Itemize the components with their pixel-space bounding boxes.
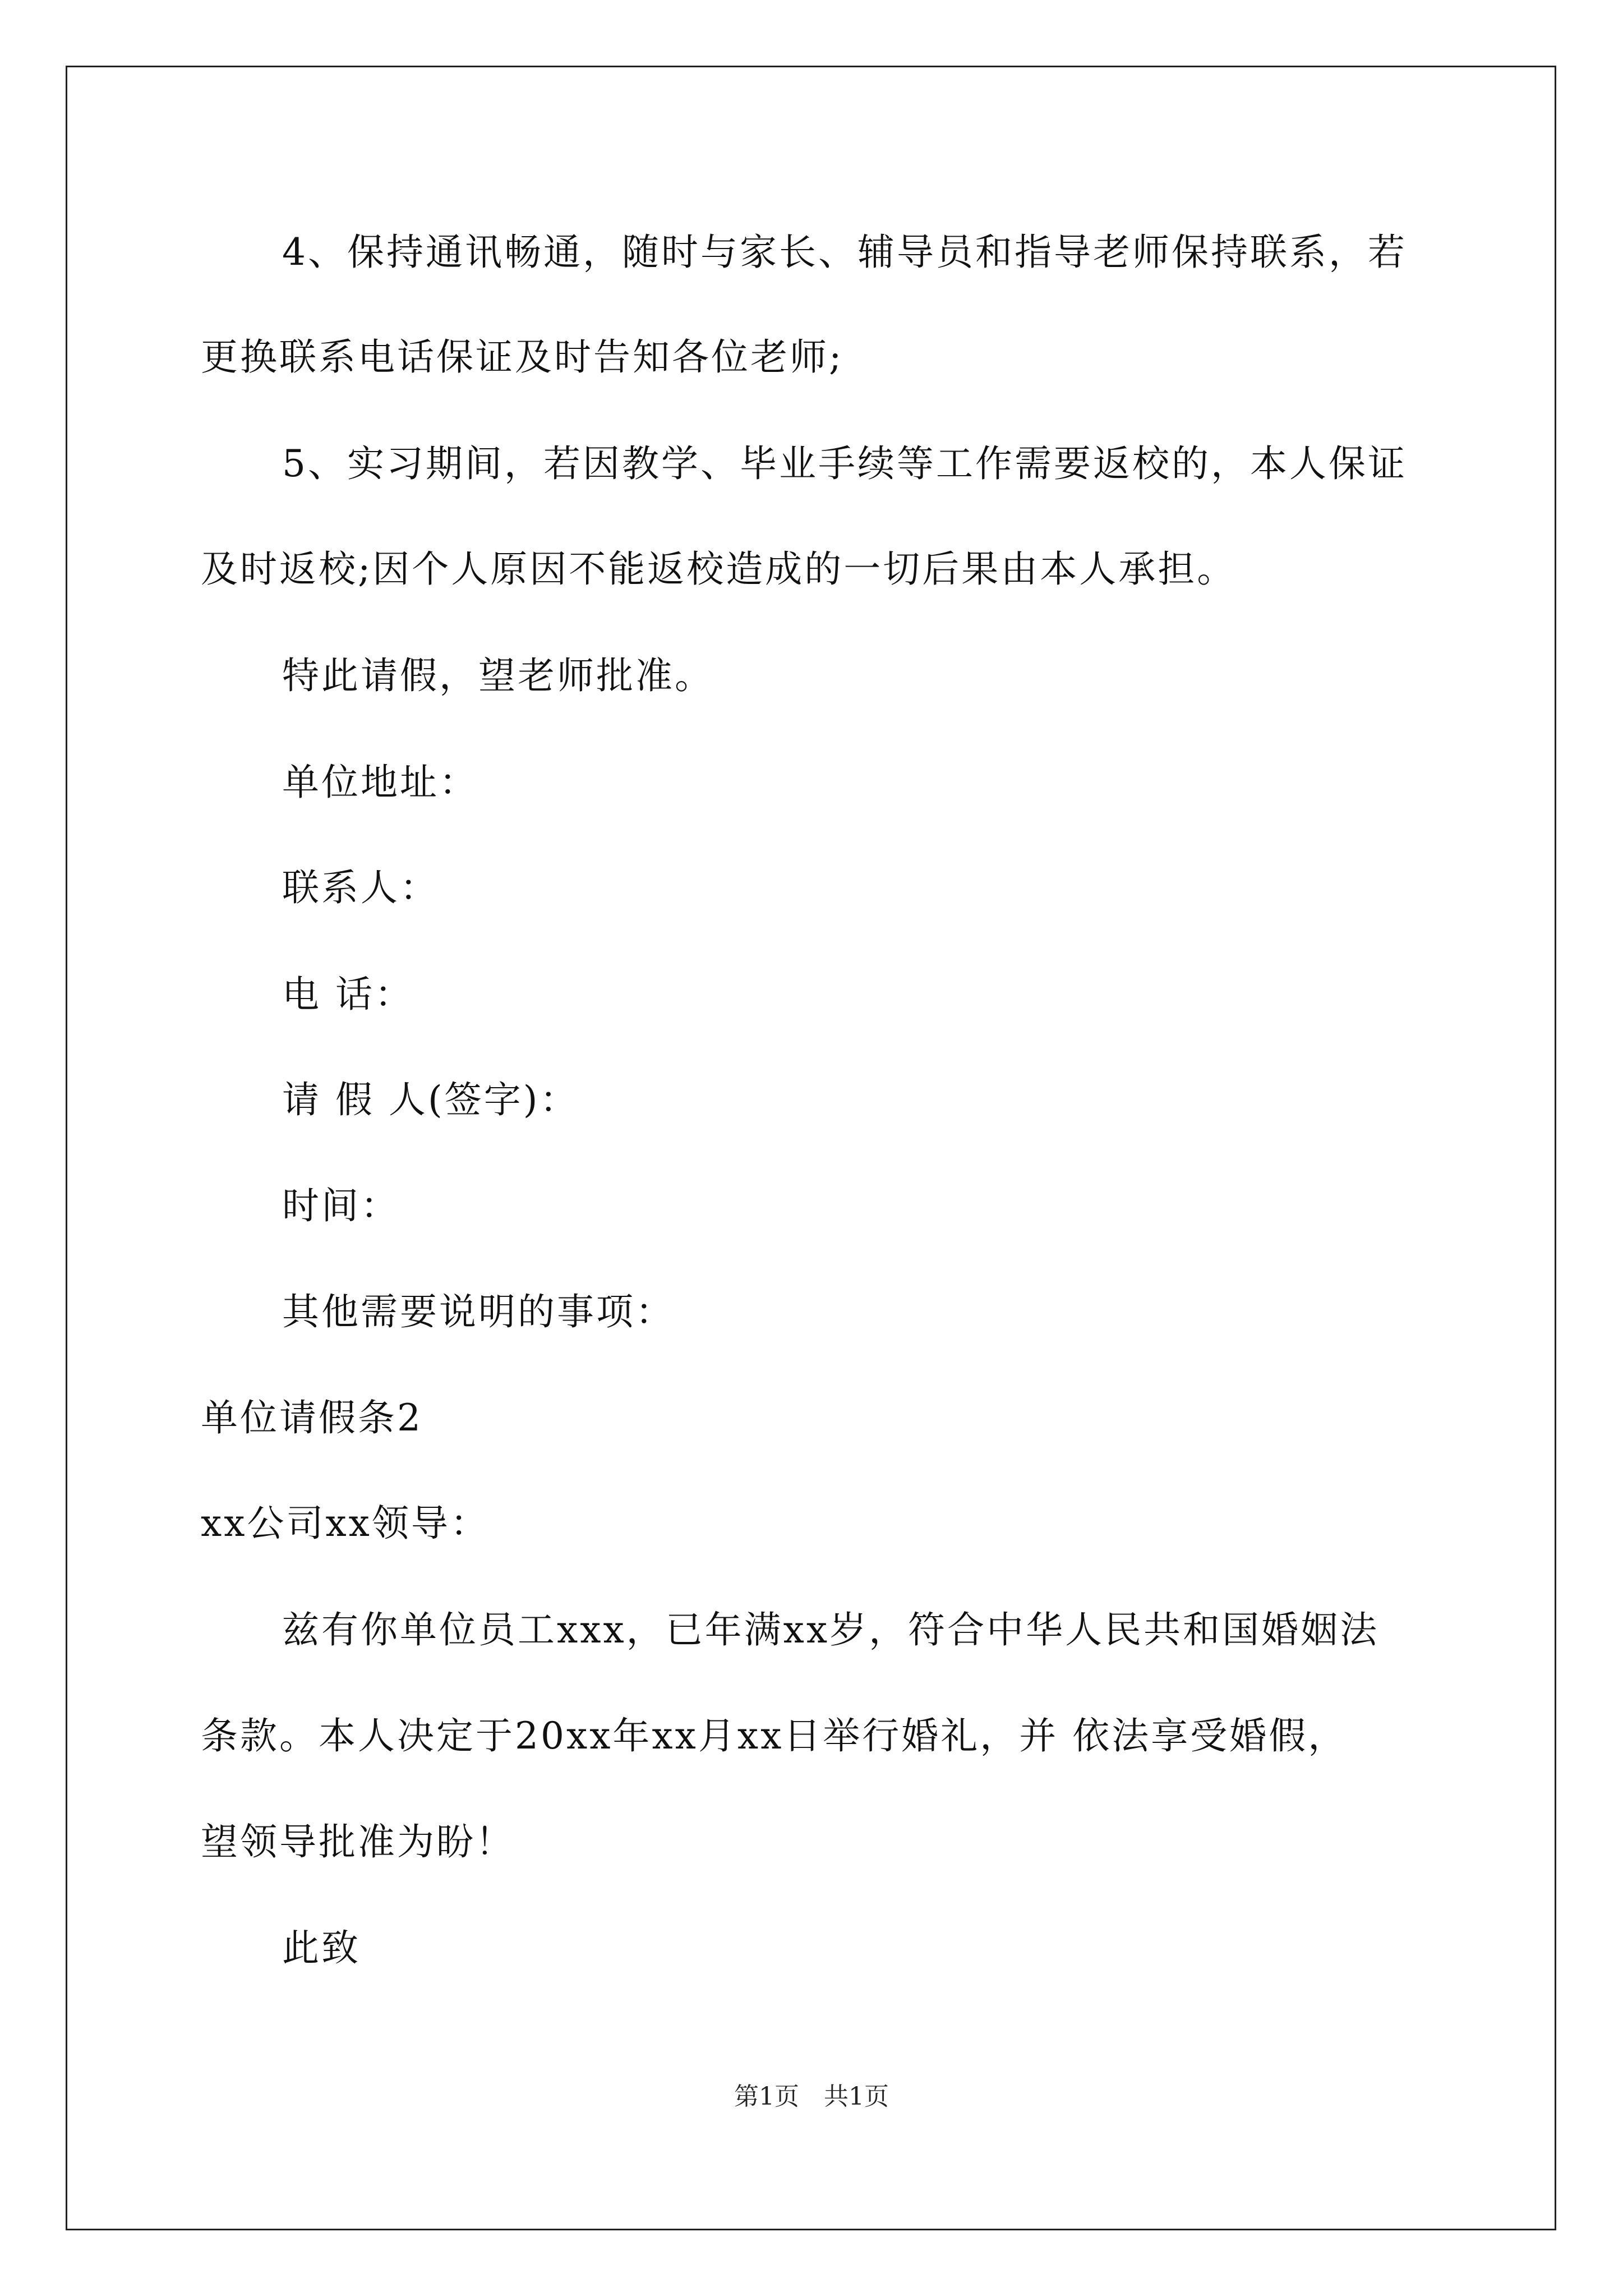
field-other-notes: 其他需要说明的事项： (282, 1290, 675, 1333)
page-border (66, 66, 1556, 2230)
section-heading-2: 单位请假条2 (201, 1396, 423, 1439)
request-closing: 特此请假，望老师批准。 (282, 654, 714, 697)
paragraph-item-5: 5、实习期间，若因教学、毕业手续等工作需要返校的，本人保证 (282, 442, 1407, 485)
body-line-1: 兹有你单位员工xxx，已年满xx岁，符合中华人民共和国婚姻法 (282, 1608, 1380, 1651)
field-contact-person: 联系人： (282, 866, 439, 909)
field-phone: 电 话： (282, 973, 414, 1016)
field-applicant-signature: 请 假 人(签字)： (282, 1078, 579, 1121)
paragraph-item-5-cont: 及时返校;因个人原因不能返校造成的一切后果由本人承担。 (201, 547, 1237, 591)
field-unit-address: 单位地址： (282, 761, 478, 804)
field-time: 时间： (282, 1184, 400, 1227)
body-line-3: 望领导批准为盼！ (201, 1820, 515, 1864)
paragraph-item-4-cont: 更换联系电话保证及时告知各位老师; (201, 335, 844, 379)
page-footer: 第1页 共1页 (734, 2082, 889, 2111)
salutation: xx公司xx领导： (201, 1502, 490, 1545)
body-line-2: 条款。本人决定于20xx年xx月xx日举行婚礼，并 依法享受婚假， (201, 1714, 1348, 1757)
closing-salutation: 此致 (282, 1926, 361, 1970)
paragraph-item-4: 4、保持通讯畅通，随时与家长、辅导员和指导老师保持联系，若 (282, 231, 1407, 274)
